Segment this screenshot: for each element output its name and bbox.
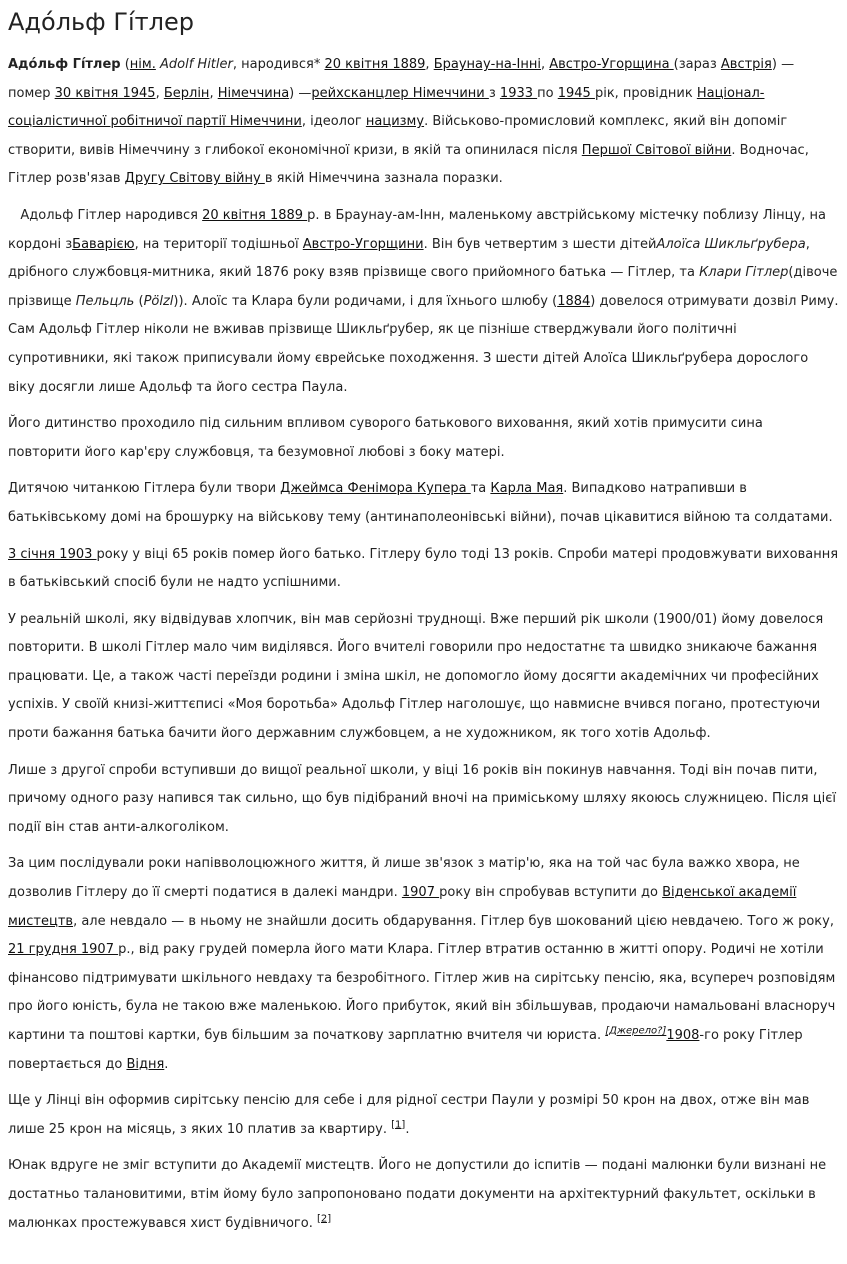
paragraph-higher-school: Лише з другої спроби вступивши до вищої реальної школи, у віці 16 років він покинув навчання. Тоді він почав пити, причому одного разу напився так сильно, що був підібраний вночі на приміському шляху якоюсь служницею. Після цієї події він став анти-алкоголіком. xyxy=(8,762,836,835)
link-german[interactable]: нім. xyxy=(129,57,156,72)
paragraph-father-death: 3 січня 1903 року у віці 65 років помер його батько. Гітлеру було тоді 13 років. Спроби матері продовжувати виховання в батьківський спосіб були не надто успішними. xyxy=(8,546,839,591)
link-1903-date[interactable]: 3 січня 1903 xyxy=(8,546,97,562)
maiden-name-de: Pölzl xyxy=(143,293,174,309)
link-karl-may[interactable]: Карла Мая xyxy=(490,481,564,497)
citation-needed-link[interactable]: [Джерело?] xyxy=(605,1025,667,1037)
link-chancellor[interactable]: рейхсканцлер Німеччини xyxy=(311,85,489,101)
link-nsdap[interactable]: Націонал-соціалістичної робітничої партії Німеччини xyxy=(8,85,765,130)
subject-name: Адо́льф Гі́тлер xyxy=(8,57,121,72)
page-title: Адо́льф Гі́тлер xyxy=(8,8,194,36)
footnote-2-link[interactable]: [2] xyxy=(317,1213,332,1225)
paragraph-intro: Адо́льф Гі́тлер (нім. Adolf Hitler, народився* 20 квітня 1889, Браунау-на-Інні, Австро-Угорщина (зараз Австрія) — помер 30 квітня 1945, Берлін, Німеччина) —рейхсканцлер Німеччини з 1933 по 1945 рік, провідник Націонал-соціалістичної робітничої партії Німеччини, ідеолог нацизму. Військово-промисловий комплекс, який він допоміг створити, вивів Німеччину з глибокої економічної кризи, в якій та опинилася після Першої Світової війни. Водночас, Гітлер розв'язав Другу Світову війну в якій Німеччина зазнала поразки. xyxy=(8,57,809,187)
link-cooper[interactable]: Джеймса Фенімора Купера xyxy=(280,481,471,497)
link-ww1[interactable]: Першої Світової війни xyxy=(581,142,732,158)
link-1907[interactable]: 1907 xyxy=(401,885,440,901)
link-nazism[interactable]: нацизму xyxy=(365,114,425,130)
link-braunau[interactable]: Браунау-на-Інні xyxy=(433,57,541,72)
link-1945[interactable]: 1945 xyxy=(557,85,595,101)
link-1933[interactable]: 1933 xyxy=(499,85,538,101)
maiden-name: Пельцль xyxy=(75,293,135,309)
link-birth-date[interactable]: 20 квітня 1889 xyxy=(324,57,426,72)
link-death-date[interactable]: 30 квітня 1945 xyxy=(54,85,156,101)
link-austria[interactable]: Австрія xyxy=(720,57,772,72)
paragraph-birth: Адольф Гітлер народився 20 квітня 1889 р. в Браунау-ам-Інн, маленькому австрійському містечку поблизу Лінцу, на кордоні зБаварією, на території тодішньої Австро-Угорщини. Він був четвертим з шести дітейАлоїса Шикльґрубера, дрібного службовця-митника, який 1876 року взяв прізвище свого прийомного батька — Гітлер, та Клари Гітлер(дівоче прізвище Пельцль (Pölzl)). Алоїс та Клара були родичами, і для їхнього шлюбу (1884) довелося отримувати дозвіл Риму. Сам Адольф Гітлер ніколи не вживав прізвище Шикльґрубер, як це пізніше стверджували його політичні супротивники, які також приписували йому єврейське походження. З шести дітей Алоїса Шикльґрубера дорослого віку досягли лише Адольф та його сестра Паула. xyxy=(8,207,839,395)
link-bavaria[interactable]: Баварією xyxy=(72,236,135,252)
paragraph-academy: Юнак вдруге не зміг вступити до Академії мистецтв. Його не допустили до іспитів — подані малюнки були визнані не достатньо талановитими, втім йому було запропоновано подати документи на архітектурний факультет, оскільки в малюнках простежувався хист будівничого. [2] xyxy=(8,1158,827,1231)
german-name: Adolf Hitler xyxy=(160,57,233,72)
link-vienna[interactable]: Відня xyxy=(126,1056,165,1072)
link-birth-date-2[interactable]: 20 квітня 1889 xyxy=(202,207,308,223)
link-1908[interactable]: 1908 xyxy=(666,1028,700,1043)
paragraph-school: У реальній школі, яку відвідував хлопчик, він мав серйозні труднощі. Вже перший рік школи (1900/01) йому довелося повторити. В школі Гітлер мало чим виділявся. Його вчителі говорили про недостатнє та швидко зникаюче бажання працювати. Це, а також часті переїзди родини і зміна шкіл, не допомогло йому досягти академічних чи професійних успіхів. У своїй книзі-життєписі «Моя боротьба» Адольф Гітлер наголошує, що навмисне вчився погано, протестуючи проти бажання батька бачити його державним службовцем, а не художником, як того хотів Адольф. xyxy=(8,611,824,742)
paragraph-vagrancy: За цим послідували роки напівволоцюжного життя, й лише зв'язок з матір'ю, яка на той час була важко хвора, не дозволив Гітлеру до її смерті податися в далекі мандри. 1907 року він спробував вступити до Віденської академії мистецтв, але невдало — в ньому не знайшли досить обдарування. Гітлер був шокований цією невдачею. Того ж року, 21 грудня 1907 р., від раку грудей померла його мати Клара. Гітлер втратив останню в житті опору. Родичі не хотіли фінансово підтримувати шкільного невдаху та безробітного. Гітлер жив на сирітську пенсію, яка, всупереч розповідям про його юність, була не такою вже маленькою. Його прибуток, який він збільшував, продаючи намальовані власноруч картини та поштові картки, був більшим за початкову зарплатню вчителя чи юриста. [Джерело?]1908-го року Гітлер повертається до Відня. xyxy=(8,856,836,1072)
link-ww2[interactable]: Другу Світову війну xyxy=(124,171,265,187)
father-name: Алоїса Шикльґрубера xyxy=(656,236,806,252)
link-berlin[interactable]: Берлін xyxy=(163,85,210,101)
paragraph-childhood: Його дитинство проходило під сильним впливом суворого батькового виховання, який хотів примусити сина повторити його кар'єру службовця, та безумовної любові з боку матері. xyxy=(8,416,763,460)
footnote-1-link[interactable]: [1] xyxy=(391,1119,406,1131)
paragraph-reading: Дитячою читанкою Гітлера були твори Джеймса Фенімора Купера та Карла Мая. Випадково натрапивши в батьківському домі на брошурку на військову тему (антинаполеонівські війни), почав цікавитися війною та солдатами. xyxy=(8,481,833,525)
link-germany[interactable]: Німеччина xyxy=(217,85,290,101)
link-dec-1907[interactable]: 21 грудня 1907 xyxy=(8,942,119,958)
paragraph-pension: Ще у Лінці він оформив сирітську пенсію для себе і для рідної сестри Паули у розмірі 50 крон на двох, отже він мав лише 25 крон на місяць, з яких 10 платив за квартиру. [1]. xyxy=(8,1093,810,1137)
mother-name: Клари Гітлер xyxy=(699,265,789,281)
link-austria-hungary-2[interactable]: Австро-Угорщини xyxy=(302,236,424,252)
link-vienna-academy[interactable]: Віденської академії мистецтв xyxy=(8,885,797,929)
link-austria-hungary[interactable]: Австро-Угорщина xyxy=(549,57,674,72)
link-1884[interactable]: 1884 xyxy=(557,293,591,309)
